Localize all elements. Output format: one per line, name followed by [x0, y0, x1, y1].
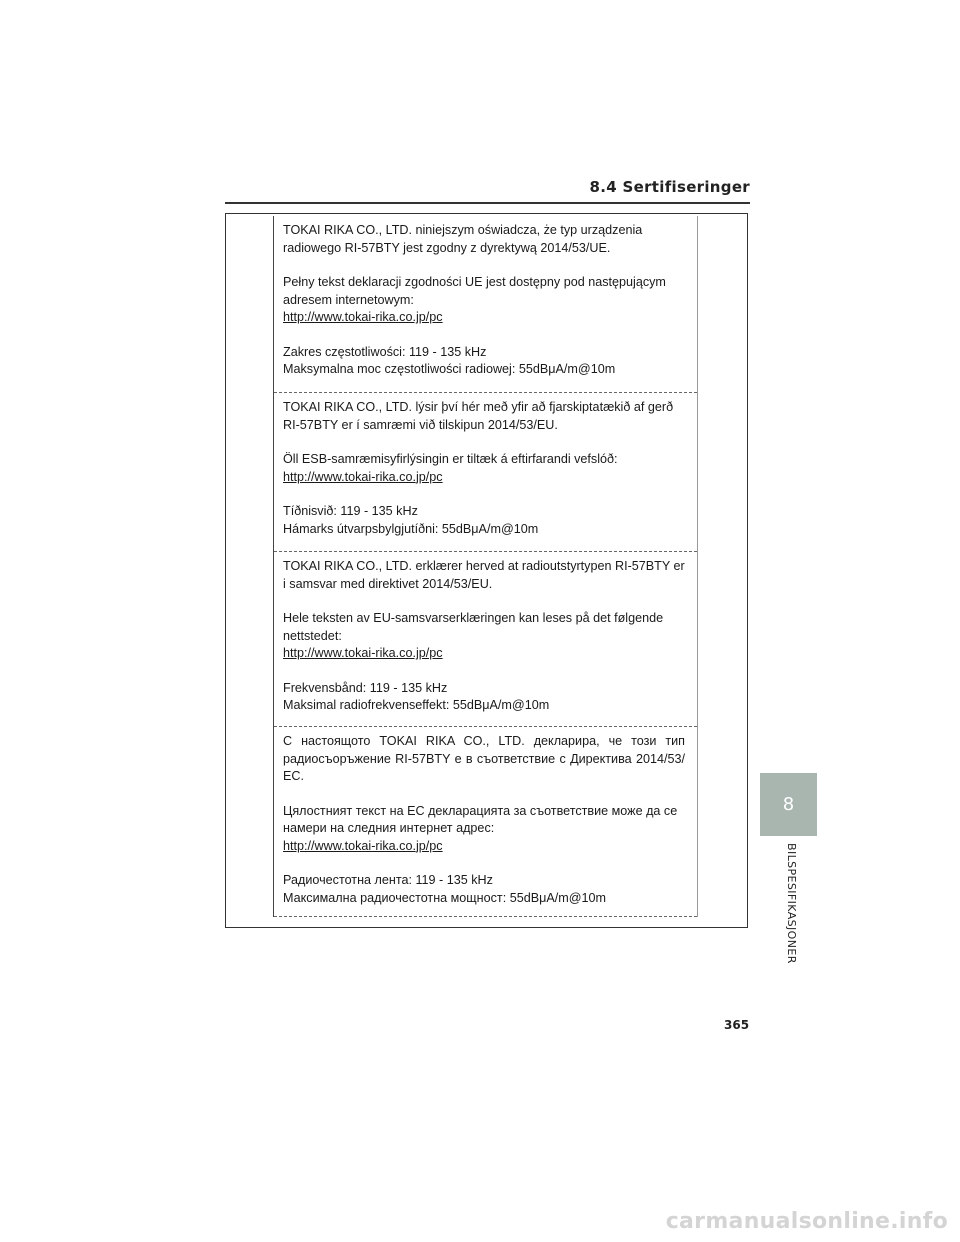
frequency-range: Zakres częstotliwości: 119 - 135 kHz: [283, 344, 487, 359]
max-power: Maksimal radiofrekvenseffekt: 55dBμA/m@10m: [283, 698, 550, 712]
declaration-info: Pełny tekst deklaracji zgodności UE jest dostępny pod następującym adresem internetowym:: [283, 275, 666, 307]
watermark-text: carmanualsonline.info: [665, 1209, 948, 1234]
section-title: 8.4 Sertifiseringer: [589, 178, 750, 196]
declaration-info: Öll ESB-samræmisyfirlýsingin er tiltæk á eftirfarandi vefslóð:: [283, 452, 618, 466]
declaration-lead: TOKAI RIKA CO., LTD. erklærer herved at radioutstyrtypen RI-57BTY er i samsvar med direktivet 2014/53/EU.: [283, 559, 685, 591]
declaration-url-link[interactable]: http://www.tokai-rika.co.jp/pc: [283, 838, 443, 853]
chapter-number: 8: [782, 794, 795, 815]
declaration-info: Hele teksten av EU-samsvarserklæringen kan leses på det følgende nettstedet:: [283, 611, 664, 643]
declaration-norwegian: [274, 551, 697, 726]
chapter-tab[interactable]: [760, 773, 817, 836]
max-power: Maksymalna moc częstotliwości radiowej: 55dBμA/m@10m: [283, 362, 616, 376]
declaration-lead: TOKAI RIKA CO., LTD. lýsir því hér með yfir að fjarskiptatækið af gerð RI-57BTY er í samræmi við tilskipun 2014/53/EU.: [283, 400, 674, 432]
max-power: Максимална радиочестотна мощност: 55dBμA/m@10m: [283, 890, 607, 905]
frequency-range: Tíðnisvið: 119 - 135 kHz: [283, 504, 418, 518]
page-number: 365: [724, 1018, 750, 1032]
declaration-info: Цялостният текст на ЕС декларацията за съответствие може да се намери на следния интернет адрес:: [283, 803, 678, 835]
declaration-bulgarian: [274, 726, 697, 917]
declaration-lead: С настоящото TOKAI RIKA CO., LTD. декларира, че този тип радиосъоръжение RI-57BTY е в съответствие с Директива 2014/53/ЕС.: [283, 734, 685, 783]
declaration-icelandic: [274, 392, 697, 551]
chapter-label: BILSPESIFIKASJONER: [785, 843, 798, 964]
frequency-range: Радиочестотна лента: 119 - 135 kHz: [283, 873, 493, 887]
frequency-range: Frekvensbånd: 119 - 135 kHz: [283, 680, 448, 695]
max-power: Hámarks útvarpsbylgjutíðni: 55dBμA/m@10m: [283, 521, 539, 536]
header-rule: [225, 202, 750, 204]
declaration-content: [273, 216, 698, 917]
frame-bottom-rule: [274, 916, 697, 917]
declaration-url-link[interactable]: http://www.tokai-rika.co.jp/pc: [283, 310, 443, 324]
declaration-polish: [274, 216, 697, 392]
declaration-url-link[interactable]: http://www.tokai-rika.co.jp/pc: [283, 646, 443, 660]
declaration-lead: TOKAI RIKA CO., LTD. niniejszym oświadcza, że typ urządzenia radiowego RI-57BTY jest zgodny z dyrektywą 2014/53/UE.: [283, 223, 643, 255]
declaration-url-link[interactable]: http://www.tokai-rika.co.jp/pc: [283, 469, 443, 484]
